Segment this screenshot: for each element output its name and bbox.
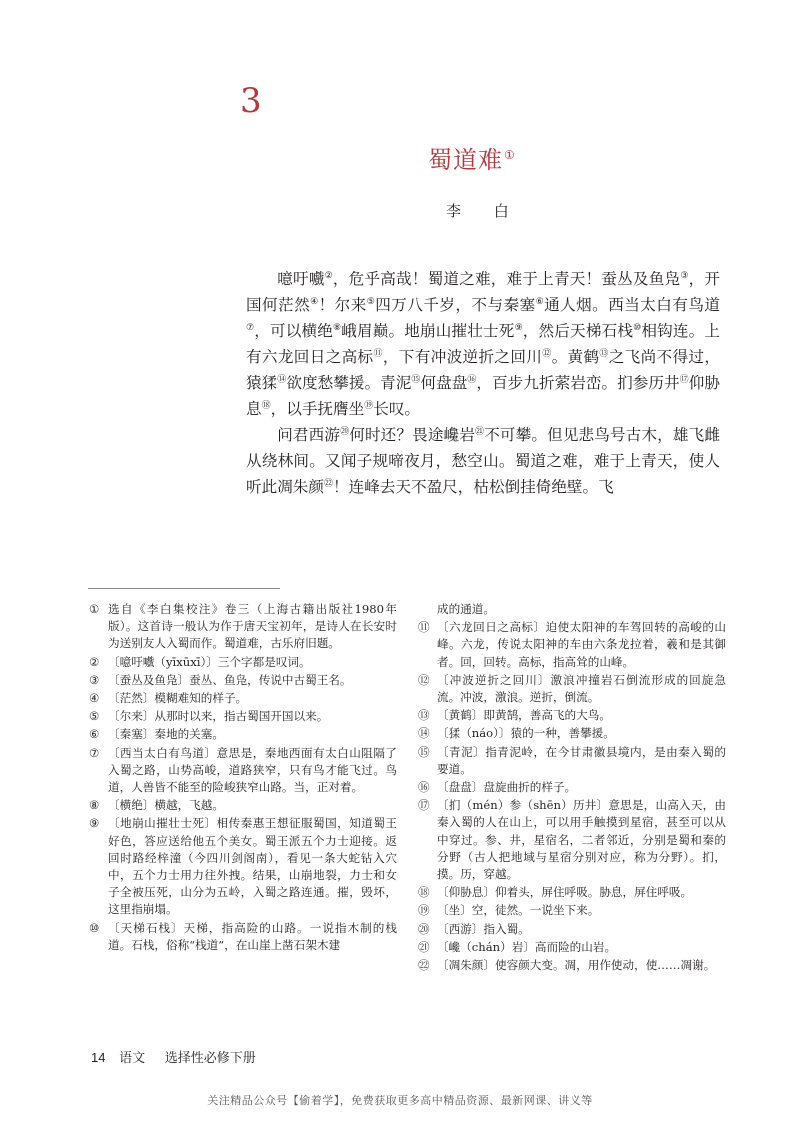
footnote-text: 〔青泥〕指青泥岭，在今甘肃徽县境内，是由秦入蜀的要道。 bbox=[437, 744, 726, 776]
footnote-text: 〔猱（náo）〕猿的一种，善攀援。 bbox=[437, 726, 615, 741]
footnote-text: 〔巉（chán）岩〕高而险的山岩。 bbox=[437, 939, 617, 954]
poem-text-segment: 峨眉巅。地崩山摧壮士死 bbox=[341, 322, 515, 340]
poem-text-segment: 相钩连。上有六龙回日之高标 bbox=[246, 322, 720, 366]
footnote-item bbox=[89, 708, 397, 725]
footnote-item bbox=[418, 939, 726, 956]
poem-text-segment: 何时还？畏途巉岩 bbox=[349, 426, 476, 444]
poem-paragraph bbox=[246, 422, 720, 500]
footnote-item bbox=[418, 797, 726, 883]
footnote-text: 〔坐〕空，徒然。一说坐下来。 bbox=[437, 903, 600, 918]
poem-text-segment: ，开国何茫然 bbox=[246, 270, 720, 314]
footnote-item bbox=[418, 672, 726, 706]
footnote-item bbox=[89, 690, 397, 707]
poem-text-segment: ，危乎高哉！蜀道之难，难于上青天！蚕丛及鱼凫 bbox=[332, 270, 681, 288]
footnote-item bbox=[89, 601, 397, 653]
footnote-number: ⑥ bbox=[89, 727, 100, 742]
poem-text-segment: ！尔来 bbox=[318, 296, 367, 314]
footnote-marker: ⑳ bbox=[340, 426, 350, 437]
footer-book-title: 选择性必修下册 bbox=[164, 1050, 256, 1065]
poem-text-segment: 。黄鹤 bbox=[551, 348, 600, 366]
watermark-notice: 关注精品公众号【偷着学】，免费获取更多高中精品资源、最新网课、讲义等 bbox=[207, 1094, 593, 1107]
title-text: 蜀道难 bbox=[428, 146, 503, 174]
footnote-marker: ⑮ bbox=[411, 374, 421, 385]
footnote-marker: ③ bbox=[680, 270, 689, 281]
poem-paragraph bbox=[246, 266, 720, 422]
footnote-text: 〔横绝〕横越，飞越。 bbox=[108, 798, 224, 813]
footnote-text: 〔茫然〕模糊难知的样子。 bbox=[108, 691, 248, 706]
footnotes-left-column bbox=[89, 601, 397, 955]
poem-text-segment: ，下有冲波逆折之回川 bbox=[382, 348, 543, 366]
title-note-marker: ① bbox=[504, 148, 516, 162]
footnote-marker: ⑲ bbox=[364, 400, 374, 411]
footnote-text: 〔仰胁息〕仰着头，屏住呼吸。胁息，屏住呼吸。 bbox=[437, 885, 693, 900]
footnote-item bbox=[418, 725, 726, 742]
footnote-text: 〔冲波逆折之回川〕激浪冲撞岩石倒流形成的回旋急流。冲波，激浪。逆折，倒流。 bbox=[437, 672, 726, 705]
footnote-number: ⑭ bbox=[418, 726, 430, 741]
poem-text-segment: 通人烟。西当太白有鸟道 bbox=[544, 296, 720, 314]
footnote-item bbox=[418, 957, 726, 974]
footnote-marker: ㉒ bbox=[323, 478, 333, 489]
footnote-item bbox=[418, 707, 726, 724]
page-number: 14 bbox=[91, 1050, 106, 1065]
poem-text-segment: 之飞尚不得过，猿猱 bbox=[246, 348, 720, 392]
footnote-number: ② bbox=[89, 654, 100, 669]
footnote-divider bbox=[88, 588, 280, 589]
footnote-number: ⑱ bbox=[418, 885, 430, 900]
footnote-continuation: 成的通道。 bbox=[437, 602, 495, 616]
poem-text-segment: ，以手抚膺坐 bbox=[270, 400, 365, 418]
footnote-number: ⑫ bbox=[418, 672, 430, 687]
footnote-number: ⑰ bbox=[418, 798, 430, 813]
footnotes-right-column bbox=[418, 601, 726, 975]
poem-text-segment: 不可攀。但见悲鸟号古木，雄飞雌从绕林间。又闻子规啼夜月，愁空山。蜀道之难，难于上青天，使人听此凋朱颜 bbox=[246, 426, 720, 496]
footnote-marker: ⑧ bbox=[333, 322, 342, 333]
poem-text-segment: 问君西游 bbox=[277, 426, 341, 444]
poem-text-segment: ，可以横绝 bbox=[254, 322, 334, 340]
footnote-marker: ⑪ bbox=[373, 348, 383, 359]
poem-text-segment: 长叹。 bbox=[373, 400, 421, 418]
footnote-marker: ⑨ bbox=[514, 322, 523, 333]
footnote-number: ⑲ bbox=[418, 903, 430, 918]
footnote-number: ⑮ bbox=[418, 744, 430, 759]
footnote-number: ⑪ bbox=[418, 620, 430, 635]
author-name: 李 白 bbox=[446, 202, 523, 220]
footnote-marker: ⑱ bbox=[261, 400, 271, 411]
footnote-text: 〔蚕丛及鱼凫〕蚕丛、鱼凫，传说中古蜀王名。 bbox=[108, 672, 352, 687]
poem-text-segment: 何盘盘 bbox=[420, 374, 468, 392]
footnote-number: ⑯ bbox=[418, 780, 430, 795]
footnote-text: 选自《李白集校注》卷三（上海古籍出版社1980年版）。这首诗一般认为作于唐天宝初年，是诗人在长安时为送别友人入蜀而作。蜀道难，古乐府旧题。 bbox=[108, 602, 397, 651]
footnote-number: ⑤ bbox=[89, 709, 100, 724]
footnote-item bbox=[89, 654, 397, 671]
footnote-number: ⑬ bbox=[418, 708, 430, 723]
footnote-text: 〔黄鹤〕即黄鹄，善高飞的大鸟。 bbox=[437, 708, 611, 723]
footnote-item bbox=[89, 726, 397, 743]
footnote-text: 〔噫吁嚱（yīxūxī）〕三个字都是叹词。 bbox=[108, 654, 311, 669]
footnote-marker: ⑭ bbox=[277, 374, 287, 385]
footnote-text: 〔秦塞〕秦地的关塞。 bbox=[108, 727, 224, 742]
footnote-item bbox=[418, 884, 726, 901]
footnote-marker: ⑤ bbox=[366, 296, 376, 307]
footnote-marker: ② bbox=[324, 270, 333, 281]
poem-text-segment: 噫吁嚱 bbox=[277, 270, 325, 288]
poem-text-segment: 欲度愁攀援。青泥 bbox=[286, 374, 412, 392]
poem-text-segment: ，百步九折萦岩峦。扪参历井 bbox=[476, 374, 680, 392]
footnote-text: 〔尔来〕从那时以来，指古蜀国开国以来。 bbox=[108, 709, 329, 724]
footnote-marker: ⑦ bbox=[246, 322, 255, 333]
footnote-text: 〔天梯石栈〕天梯，指高险的山路。一说指木制的栈道。石栈，俗称“栈道”，在山崖上凿石架木建 bbox=[108, 920, 397, 952]
footnote-item bbox=[89, 815, 397, 918]
footnote-marker: ④ bbox=[310, 296, 319, 307]
footnote-number: ⑩ bbox=[89, 920, 100, 935]
lesson-number: 3 bbox=[240, 81, 262, 121]
footnote-marker: ⑰ bbox=[679, 374, 689, 385]
footnote-text: 〔六龙回日之高标〕迫使太阳神的车驾回转的高峻的山峰。六龙，传说太阳神的车由六条龙拉着，羲和是其御者。回，回转。高标，指高耸的山峰。 bbox=[437, 620, 726, 669]
footnote-text: 〔凋朱颜〕使容颜大变。凋，用作使动，使……凋谢。 bbox=[437, 958, 716, 973]
footnote-marker: ㉑ bbox=[475, 426, 485, 437]
footnote-item bbox=[418, 779, 726, 796]
page-title bbox=[428, 146, 516, 175]
footnote-text: 〔地崩山摧壮士死〕相传秦惠王想征服蜀国，知道蜀王好色，答应送给他五个美女。蜀王派五个力士迎接。返回时路经梓潼（今四川剑阁南），看见一条大蛇钻入穴中，五个力士用力往外拽。结果，山崩地裂，力士和女子全被压死，山分为五岭，入蜀之路连通。摧，毁坏，这里指崩塌。 bbox=[108, 816, 397, 917]
footnote-item bbox=[89, 745, 397, 797]
footnote-number: ⑳ bbox=[418, 921, 430, 936]
poem-text-segment: 四万八千岁，不与秦塞 bbox=[375, 296, 536, 314]
footnote-text: 〔扪（mén）参（shēn）历井〕意思是，山高入天，由秦入蜀的人在山上，可以用手触摸到星宿，甚至可以从中穿过。参、井，星宿名，二者邻近，分别是蜀和秦的分野（古人把地域与星宿分别对应，称为分野）。扪，摸。历，穿越。 bbox=[437, 798, 726, 882]
footnote-item bbox=[89, 920, 397, 954]
footnote-marker: ⑫ bbox=[542, 348, 552, 359]
footnote-number: ⑧ bbox=[89, 798, 100, 813]
footnote-marker: ⑬ bbox=[599, 348, 609, 359]
footnote-number: ⑦ bbox=[89, 745, 100, 760]
poem-text-segment: 仰胁息 bbox=[246, 374, 720, 418]
footer-subject: 语文 bbox=[119, 1050, 146, 1065]
footnote-number: ㉑ bbox=[418, 939, 430, 954]
footnote-number: ⑨ bbox=[89, 816, 100, 831]
footnote-number: ④ bbox=[89, 691, 100, 706]
footnote-item bbox=[89, 672, 397, 689]
footnote-number: ③ bbox=[89, 672, 100, 687]
footnote-text: 〔西游〕指入蜀。 bbox=[437, 921, 530, 936]
footnote-item bbox=[89, 797, 397, 814]
footnote-item bbox=[418, 744, 726, 778]
footnote-marker: ⑥ bbox=[535, 296, 545, 307]
poem-text-segment: ，然后天梯石栈 bbox=[522, 322, 634, 340]
footnote-text: 〔盘盘〕盘旋曲折的样子。 bbox=[437, 780, 577, 795]
footnote-item bbox=[418, 921, 726, 938]
footnote-item bbox=[418, 619, 726, 671]
footnote-marker: ⑩ bbox=[633, 322, 642, 333]
footnote-item bbox=[418, 902, 726, 919]
footnote-number: ㉒ bbox=[418, 958, 430, 973]
poem-text-segment: ！连峰去天不盈尺，枯松倒挂倚绝壁。飞 bbox=[333, 478, 614, 496]
page-footer bbox=[91, 1047, 256, 1066]
footnote-number: ① bbox=[89, 602, 100, 616]
footnote-marker: ⑯ bbox=[467, 374, 477, 385]
poem-body bbox=[246, 266, 720, 500]
footnote-text: 〔西当太白有鸟道〕意思是，秦地西面有太白山阻隔了入蜀之路，山势高峻，道路狭窄，只有鸟才能飞过。鸟道，人兽皆不能至的险峻狭窄山路。当，正对着。 bbox=[108, 745, 397, 795]
